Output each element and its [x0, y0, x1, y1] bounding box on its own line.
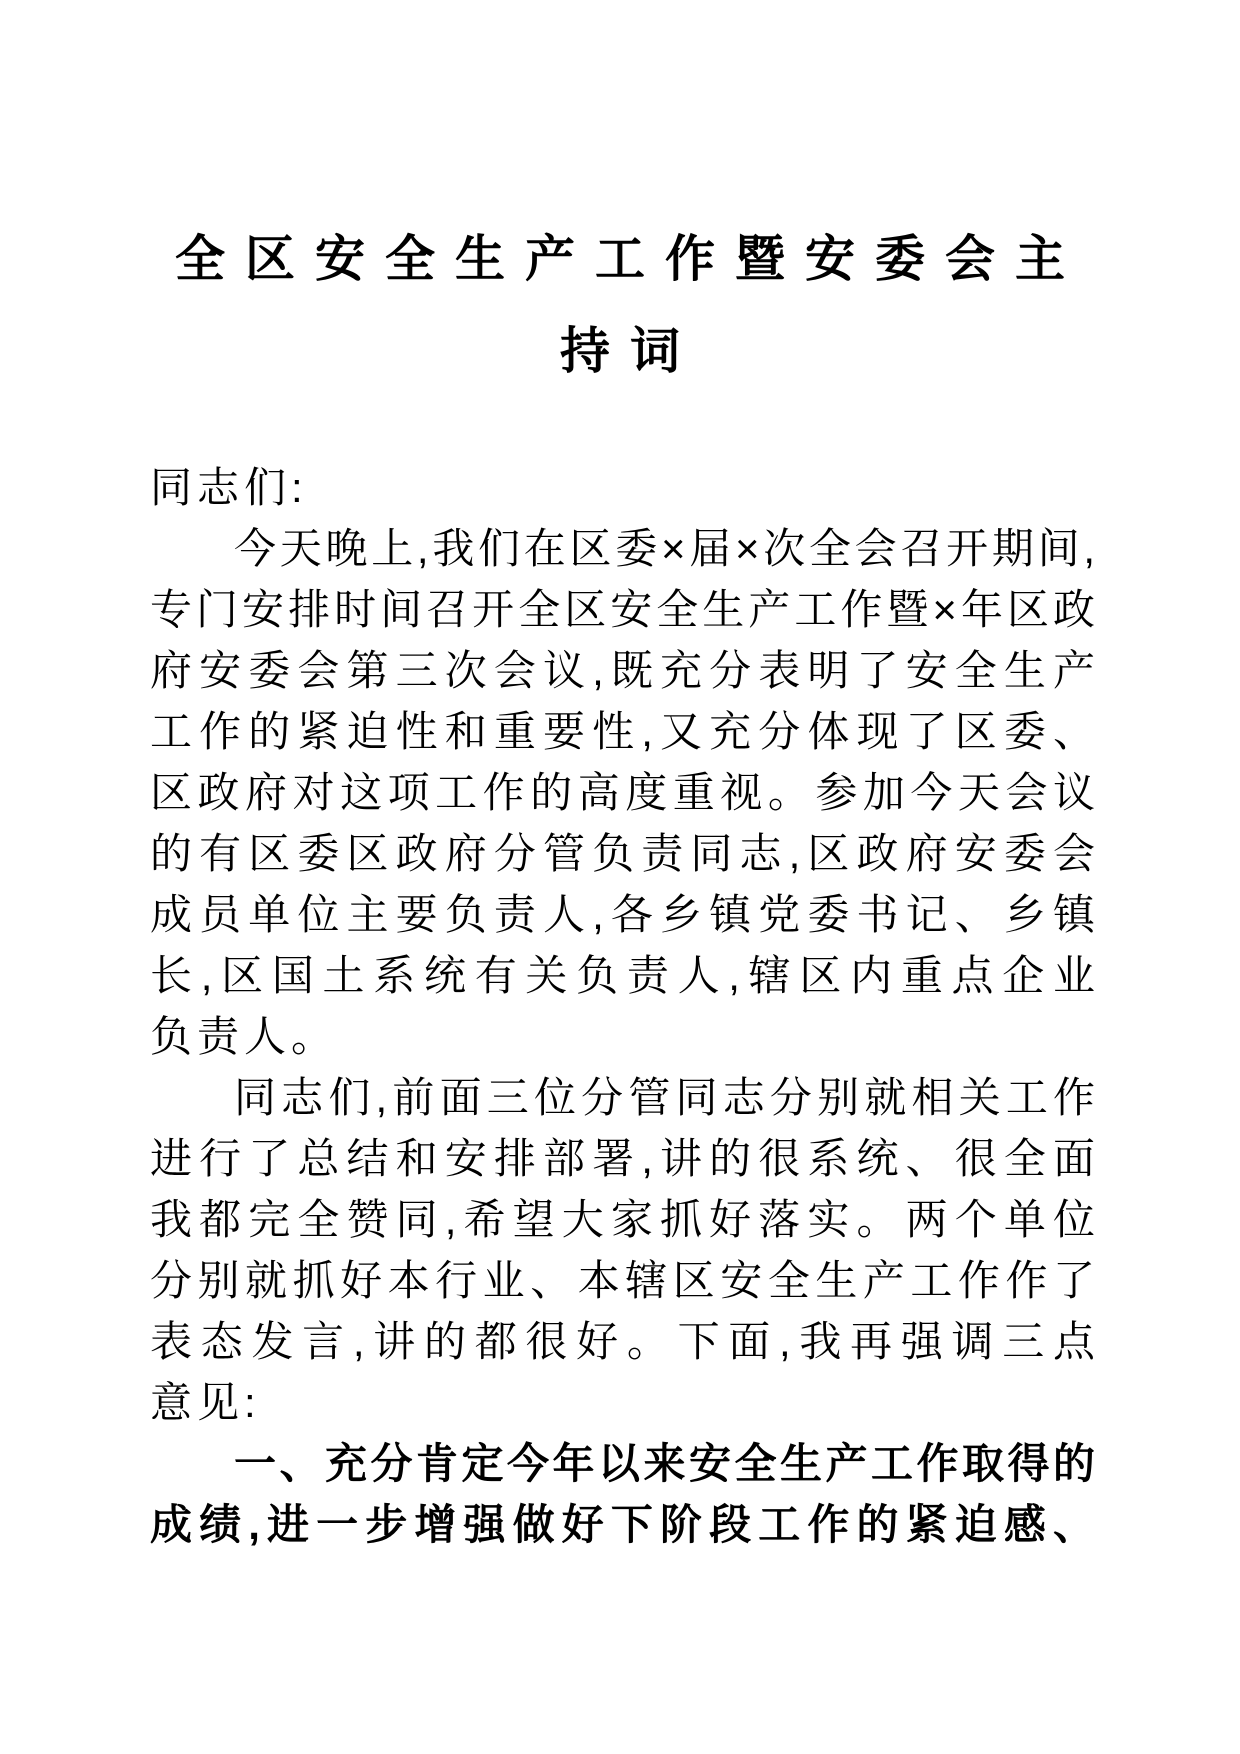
text-line: 成绩,进一步增强做好下阶段工作的紧迫感、	[150, 1501, 1095, 1548]
text-line: 工作的紧迫性和重要性,又充分体现了区委、	[150, 708, 1095, 755]
text-line: 我都完全赞同,希望大家抓好落实。两个单位	[150, 1196, 1095, 1243]
text-line: 专门安排时间召开全区安全生产工作暨×年区政	[150, 586, 1095, 633]
text-line: 的有区委区政府分管负责同志,区政府安委会	[150, 830, 1095, 877]
text-line: 成员单位主要负责人,各乡镇党委书记、乡镇	[150, 891, 1095, 938]
document-body	[150, 457, 1095, 1555]
text-line: 一、充分肯定今年以来安全生产工作取得的	[234, 1440, 1095, 1487]
text-line: 意见:	[150, 1379, 261, 1426]
text-line: 今天晚上,我们在区委×届×次全会召开期间,	[234, 525, 1095, 572]
document-title	[0, 213, 1240, 397]
text-line: 表态发言,讲的都很好。下面,我再强调三点	[150, 1318, 1095, 1365]
text-line: 分别就抓好本行业、本辖区安全生产工作作了	[150, 1257, 1095, 1304]
text-line: 长,区国土系统有关负责人,辖区内重点企业	[150, 952, 1095, 999]
text-line: 同志们,前面三位分管同志分别就相关工作	[234, 1074, 1095, 1121]
text-line: 负责人。	[150, 1013, 339, 1060]
title-line-2: 持词	[560, 323, 700, 379]
text-line: 同志们:	[150, 464, 308, 511]
title-line-1: 全区安全生产工作暨安委会主	[175, 231, 1085, 287]
text-line: 区政府对这项工作的高度重视。参加今天会议	[150, 769, 1095, 816]
text-line: 进行了总结和安排部署,讲的很系统、很全面	[150, 1135, 1095, 1182]
text-line: 府安委会第三次会议,既充分表明了安全生产	[150, 647, 1095, 694]
